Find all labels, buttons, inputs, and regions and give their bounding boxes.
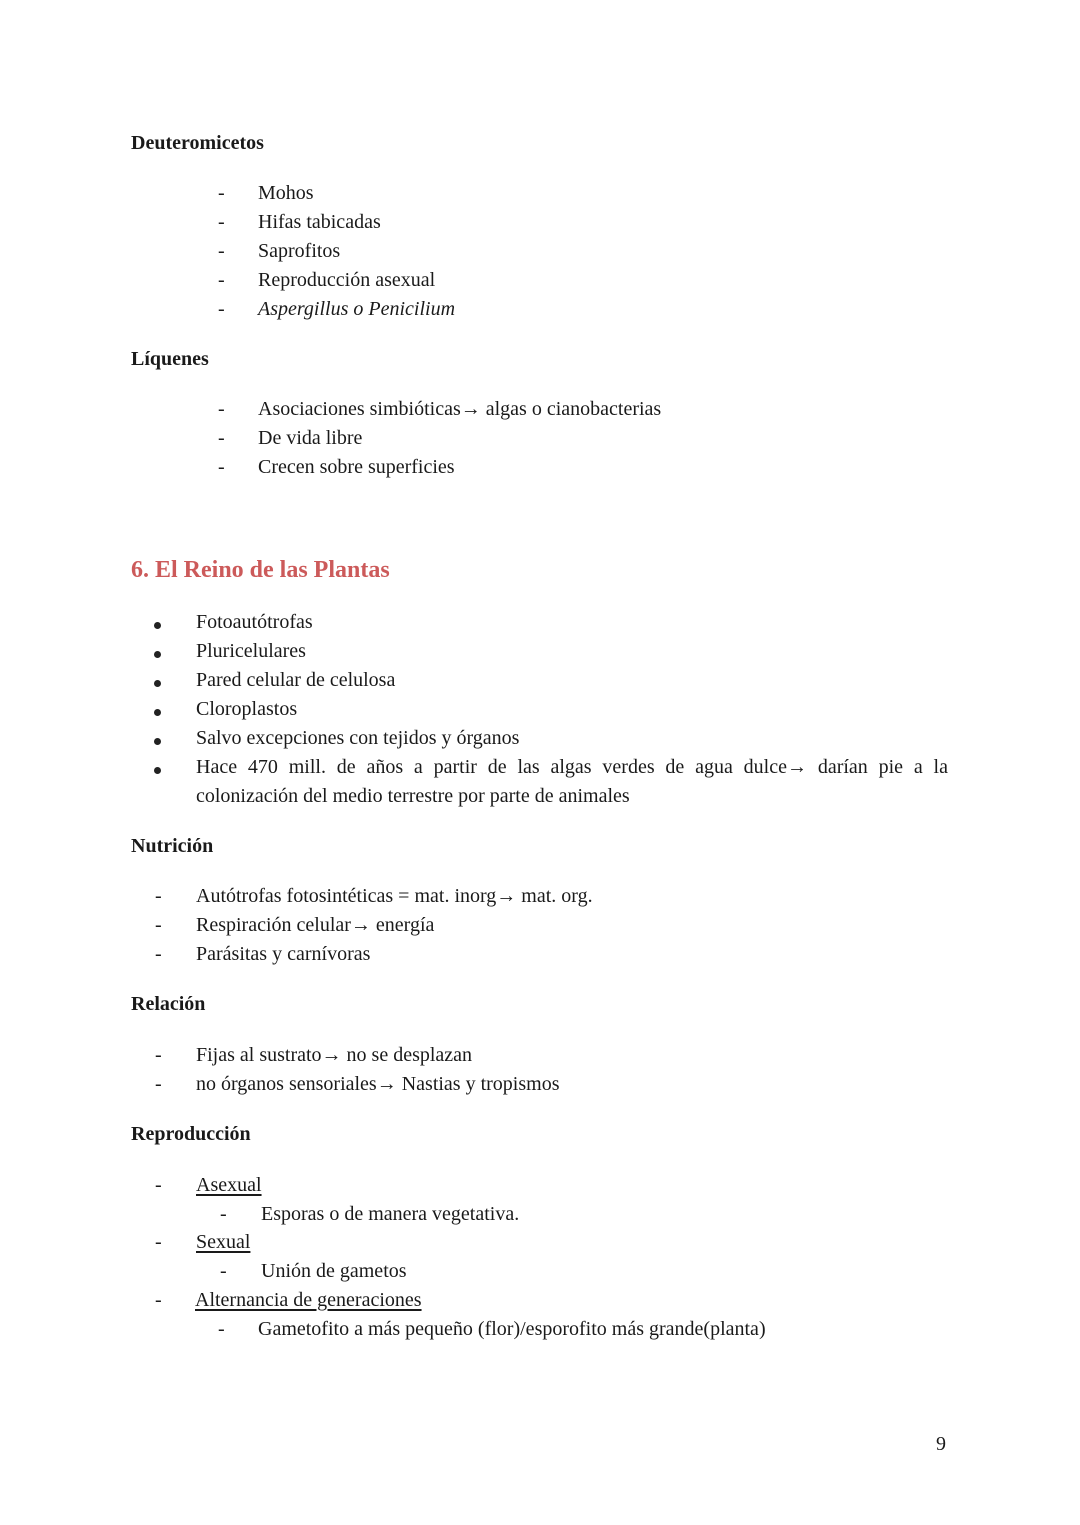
dash-marker: - xyxy=(155,943,162,965)
list-item: Saprofitos xyxy=(258,240,341,262)
dash-marker: - xyxy=(218,1318,225,1340)
dash-marker: - xyxy=(155,914,162,936)
heading-deuteromicetos: Deuteromicetos xyxy=(131,132,264,154)
bullet-item: Fotoautótrofas xyxy=(196,611,313,633)
section-title: 6. El Reino de las Plantas xyxy=(131,557,390,583)
dash-marker: - xyxy=(218,211,225,233)
list-item: Respiración celular→ energía xyxy=(196,914,435,936)
dash-marker: - xyxy=(155,885,162,907)
list-item-alternancia: Alternancia de generaciones xyxy=(195,1289,422,1311)
dash-marker: - xyxy=(155,1289,162,1311)
dash-marker: - xyxy=(218,269,225,291)
bullet-marker xyxy=(154,738,161,745)
bullet-marker xyxy=(154,680,161,687)
dash-marker: - xyxy=(218,240,225,262)
sub-list-item: Unión de gametos xyxy=(261,1260,407,1282)
dash-marker: - xyxy=(155,1073,162,1095)
list-item: Parásitas y carnívoras xyxy=(196,943,371,965)
list-item-asexual: Asexual xyxy=(196,1174,262,1196)
dash-marker: - xyxy=(218,456,225,478)
bullet-item: Salvo excepciones con tejidos y órganos xyxy=(196,727,520,749)
bullet-marker xyxy=(154,767,161,774)
bullet-item: Pared celular de celulosa xyxy=(196,669,396,691)
list-item: no órganos sensoriales→ Nastias y tropismos xyxy=(196,1073,560,1095)
bullet-marker xyxy=(154,709,161,716)
bullet-item: Pluricelulares xyxy=(196,640,306,662)
list-item: Reproducción asexual xyxy=(258,269,436,291)
heading-reproduccion: Reproducción xyxy=(131,1123,251,1145)
dash-marker: - xyxy=(218,182,225,204)
bullet-marker xyxy=(154,622,161,629)
list-item: Aspergillus o Penicilium xyxy=(258,298,456,320)
list-item: Hifas tabicadas xyxy=(258,211,381,233)
list-item: De vida libre xyxy=(258,427,363,449)
list-item: Crecen sobre superficies xyxy=(258,456,455,478)
sub-list-item: Esporas o de manera vegetativa. xyxy=(261,1203,520,1225)
list-item: Autótrofas fotosintéticas = mat. inorg→ mat. org. xyxy=(196,885,593,907)
list-item: Asociaciones simbióticas→ algas o cianobacterias xyxy=(258,398,662,420)
bullet-marker xyxy=(154,651,161,658)
dash-marker: - xyxy=(220,1260,227,1282)
dash-marker: - xyxy=(155,1044,162,1066)
heading-liquenes: Líquenes xyxy=(131,348,209,370)
heading-relacion: Relación xyxy=(131,993,206,1015)
bullet-item: Hace 470 mill. de años a partir de las algas verdes de agua dulce→ darían pie a la colonización del medio terrestre por parte de animales xyxy=(196,756,948,807)
dash-marker: - xyxy=(155,1231,162,1253)
dash-marker: - xyxy=(155,1174,162,1196)
list-item: Fijas al sustrato→ no se desplazan xyxy=(196,1044,473,1066)
dash-marker: - xyxy=(220,1203,227,1225)
heading-nutricion: Nutrición xyxy=(131,835,214,857)
page-number: 9 xyxy=(936,1433,946,1455)
dash-marker: - xyxy=(218,298,225,320)
bullet-item: Cloroplastos xyxy=(196,698,298,720)
list-item: Mohos xyxy=(258,182,314,204)
sub-list-item: Gametofito a más pequeño (flor)/esporofito más grande(planta) xyxy=(258,1318,766,1340)
dash-marker: - xyxy=(218,398,225,420)
dash-marker: - xyxy=(218,427,225,449)
list-item-sexual: Sexual xyxy=(196,1231,251,1253)
